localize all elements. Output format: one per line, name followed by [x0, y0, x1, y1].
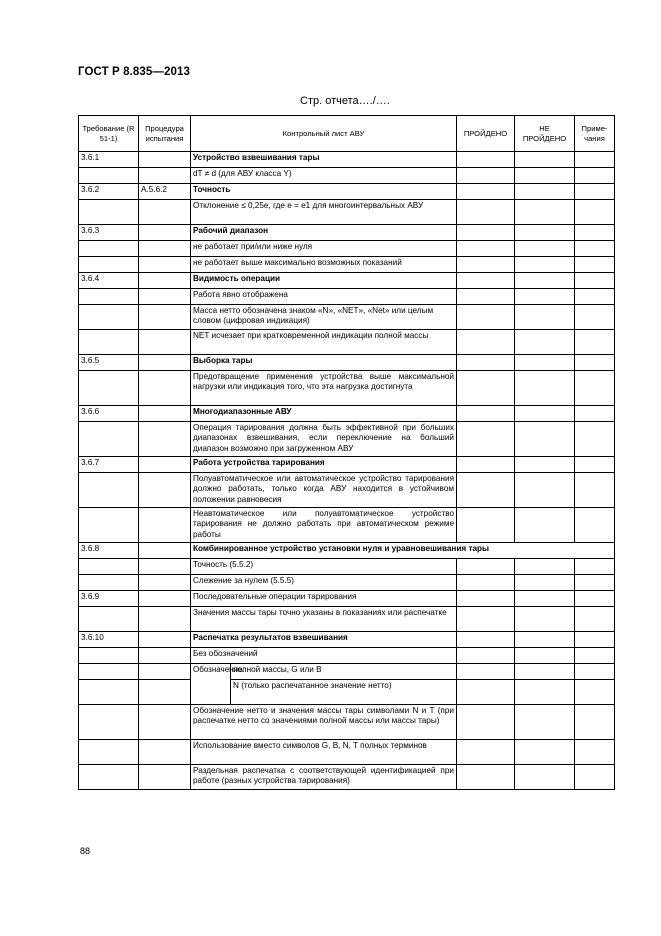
procedure-cell — [139, 257, 191, 273]
checklist-item: N (только распечатанное значение нетто) — [231, 680, 457, 705]
failed-cell[interactable] — [515, 632, 575, 648]
requirement-cell: 3.6.9 — [79, 591, 139, 607]
table-row — [79, 305, 615, 330]
passed-cell[interactable] — [457, 422, 515, 457]
passed-cell[interactable] — [457, 575, 515, 591]
procedure-cell — [139, 200, 191, 225]
passed-cell[interactable] — [457, 200, 515, 225]
checklist-item: Слежение за нулем (5.5.5) — [191, 575, 457, 591]
failed-cell[interactable] — [515, 765, 575, 790]
procedure-cell — [139, 305, 191, 330]
failed-cell[interactable] — [515, 422, 575, 457]
passed-cell[interactable] — [457, 273, 515, 289]
requirement-cell — [79, 200, 139, 225]
passed-cell[interactable] — [457, 664, 515, 680]
passed-cell[interactable] — [457, 257, 515, 273]
column-header-notes: Приме-чания — [575, 116, 615, 152]
passed-cell[interactable] — [457, 705, 515, 740]
requirement-cell — [79, 765, 139, 790]
document-title: ГОСТ Р 8.835—2013 — [78, 66, 190, 78]
failed-cell[interactable] — [515, 559, 575, 575]
passed-cell[interactable] — [457, 225, 515, 241]
requirement-cell: 3.6.7 — [79, 457, 139, 473]
section-heading: Видимость операции — [191, 273, 457, 289]
column-header-failed: НЕ ПРОЙДЕНО — [515, 116, 575, 152]
table-row — [79, 200, 615, 225]
failed-cell[interactable] — [515, 607, 575, 632]
requirement-cell — [79, 168, 139, 184]
passed-cell[interactable] — [457, 591, 515, 607]
passed-cell[interactable] — [457, 508, 515, 543]
failed-cell[interactable] — [515, 371, 575, 406]
checklist-item: полной массы, G или B — [231, 664, 457, 680]
passed-cell[interactable] — [457, 457, 515, 473]
procedure-cell — [139, 705, 191, 740]
table-row — [79, 680, 615, 705]
failed-cell[interactable] — [515, 740, 575, 765]
procedure-cell — [139, 607, 191, 632]
procedure-cell — [139, 355, 191, 371]
passed-cell[interactable] — [457, 680, 515, 705]
passed-cell[interactable] — [457, 765, 515, 790]
requirement-cell: 3.6.8 — [79, 543, 139, 559]
checklist-item: Значения массы тары точно указаны в показаниях или распечатке — [191, 607, 457, 632]
failed-cell[interactable] — [515, 406, 575, 422]
page-number: 88 — [80, 846, 91, 856]
notes-cell[interactable] — [575, 473, 615, 508]
notes-cell[interactable] — [575, 152, 615, 168]
requirement-cell: 3.6.10 — [79, 632, 139, 648]
requirement-cell — [79, 740, 139, 765]
section-heading: Рабочий диапазон — [191, 225, 457, 241]
table-row — [79, 648, 615, 664]
procedure-cell — [139, 559, 191, 575]
notes-cell[interactable] — [575, 632, 615, 648]
table-row — [79, 457, 615, 473]
notes-cell[interactable] — [575, 330, 615, 355]
passed-cell[interactable] — [457, 305, 515, 330]
checklist-item: Раздельная распечатка с соответствующей идентификацией при работе (разных устройства тарирования) — [191, 765, 457, 790]
requirement-cell — [79, 705, 139, 740]
procedure-cell — [139, 664, 191, 680]
notes-cell[interactable] — [575, 559, 615, 575]
requirement-cell — [79, 508, 139, 543]
procedure-cell — [139, 422, 191, 457]
table-row — [79, 664, 615, 680]
procedure-cell — [139, 152, 191, 168]
notes-cell[interactable] — [575, 225, 615, 241]
procedure-cell — [139, 543, 191, 559]
notes-cell[interactable] — [575, 457, 615, 473]
requirement-cell: 3.6.5 — [79, 355, 139, 371]
passed-cell[interactable] — [457, 559, 515, 575]
notes-cell[interactable] — [575, 200, 615, 225]
requirement-cell — [79, 607, 139, 632]
table-row — [79, 289, 615, 305]
checklist-item: Предотвращение применения устройства выше максимальной нагрузки или индикация того, что эта нагрузка достигнута — [191, 371, 457, 406]
passed-cell[interactable] — [457, 406, 515, 422]
failed-cell[interactable] — [515, 200, 575, 225]
notes-cell[interactable] — [575, 664, 615, 680]
requirement-cell — [79, 422, 139, 457]
failed-cell[interactable] — [515, 305, 575, 330]
section-heading: Устройство взвешивания тары — [191, 152, 457, 168]
notes-cell[interactable] — [575, 648, 615, 664]
failed-cell[interactable] — [515, 330, 575, 355]
checklist-item: не работает при/или ниже нуля — [191, 241, 457, 257]
notes-cell[interactable] — [575, 740, 615, 765]
section-heading: Выборка тары — [191, 355, 457, 371]
column-header-checklist: Контрольный лист АВУ — [191, 116, 457, 152]
checklist-item: dT ≠ d (для АВУ класса Y) — [191, 168, 457, 184]
table-row — [79, 355, 615, 371]
failed-cell[interactable] — [515, 168, 575, 184]
table-row — [79, 765, 615, 790]
notes-cell[interactable] — [575, 406, 615, 422]
passed-cell[interactable] — [457, 152, 515, 168]
table-row — [79, 559, 615, 575]
passed-cell[interactable] — [457, 740, 515, 765]
notes-cell[interactable] — [575, 680, 615, 705]
failed-cell[interactable] — [515, 241, 575, 257]
procedure-cell — [139, 225, 191, 241]
section-heading: Распечатка результатов взвешивания — [191, 632, 457, 648]
failed-cell[interactable] — [515, 508, 575, 543]
checklist-item: Обозначение нетто и значения массы тары символами N и T (при распечатке нетто со значениями полной массы или массы тары) — [191, 705, 457, 740]
requirement-cell — [79, 664, 139, 680]
passed-cell[interactable] — [457, 289, 515, 305]
procedure-cell — [139, 241, 191, 257]
table-row — [79, 740, 615, 765]
passed-cell[interactable] — [457, 330, 515, 355]
checklist-item: Отклонение ≤ 0,25e, где e = e1 для многоинтервальных АВУ — [191, 200, 457, 225]
failed-cell[interactable] — [515, 473, 575, 508]
passed-cell[interactable] — [457, 648, 515, 664]
notes-cell[interactable] — [575, 305, 615, 330]
failed-cell[interactable] — [515, 257, 575, 273]
procedure-cell — [139, 591, 191, 607]
procedure-cell — [139, 575, 191, 591]
passed-cell[interactable] — [457, 355, 515, 371]
column-header-procedure: Процедура испытания — [139, 116, 191, 152]
table-row — [79, 607, 615, 632]
failed-cell[interactable] — [515, 289, 575, 305]
procedure-cell — [139, 648, 191, 664]
table-row — [79, 152, 615, 168]
table-row — [79, 543, 615, 559]
notes-cell[interactable] — [575, 765, 615, 790]
table-row — [79, 168, 615, 184]
checklist-item: Масса нетто обозначена знаком «N», «NET», «Net» или целым словом (цифровая индикация) — [191, 305, 457, 330]
notes-cell[interactable] — [575, 591, 615, 607]
requirement-cell: 3.6.4 — [79, 273, 139, 289]
table-row — [79, 508, 615, 543]
notes-cell[interactable] — [575, 289, 615, 305]
checklist-item: Полуавтоматическое или автоматическое устройство тарирования должно работать, только когда АВУ находится в устойчивом положении равновесия — [191, 473, 457, 508]
requirement-cell — [79, 648, 139, 664]
notes-cell[interactable] — [575, 241, 615, 257]
notes-cell[interactable] — [575, 273, 615, 289]
failed-cell[interactable] — [515, 457, 575, 473]
checklist-item: Работа явно отображена — [191, 289, 457, 305]
procedure-cell — [139, 406, 191, 422]
passed-cell[interactable] — [457, 632, 515, 648]
report-page-field: Стр. отчета…./…. — [300, 95, 390, 107]
table-row — [79, 330, 615, 355]
procedure-cell: А.5.6.2 — [139, 184, 191, 200]
procedure-cell — [139, 457, 191, 473]
requirement-cell — [79, 559, 139, 575]
requirement-cell — [79, 241, 139, 257]
table-row — [79, 575, 615, 591]
failed-cell[interactable] — [515, 648, 575, 664]
requirement-cell — [79, 305, 139, 330]
passed-cell[interactable] — [457, 184, 515, 200]
procedure-cell — [139, 289, 191, 305]
passed-cell[interactable] — [457, 473, 515, 508]
requirement-cell — [79, 330, 139, 355]
notes-cell[interactable] — [575, 371, 615, 406]
requirement-cell — [79, 289, 139, 305]
table-row — [79, 632, 615, 648]
requirement-cell — [79, 575, 139, 591]
passed-cell[interactable] — [457, 168, 515, 184]
failed-cell[interactable] — [515, 575, 575, 591]
requirement-cell: 3.6.3 — [79, 225, 139, 241]
section-heading: Комбинированное устройство установки нуля и уравновешивания тары — [191, 543, 615, 559]
table-row — [79, 371, 615, 406]
checklist-item: не работает выше максимально возможных показаний — [191, 257, 457, 273]
table-row — [79, 705, 615, 740]
requirement-cell: 3.6.2 — [79, 184, 139, 200]
checklist-item: Использование вместо символов G, B, N, T полных терминов — [191, 740, 457, 765]
table-row — [79, 184, 615, 200]
procedure-cell — [139, 765, 191, 790]
procedure-cell — [139, 473, 191, 508]
section-heading: Работа устройства тарирования — [191, 457, 457, 473]
requirement-cell: 3.6.6 — [79, 406, 139, 422]
column-header-passed: ПРОЙДЕНО — [457, 116, 515, 152]
table-row — [79, 422, 615, 457]
procedure-cell — [139, 371, 191, 406]
notes-cell[interactable] — [575, 184, 615, 200]
notes-cell[interactable] — [575, 355, 615, 371]
requirement-cell — [79, 473, 139, 508]
failed-cell[interactable] — [515, 664, 575, 680]
notes-cell[interactable] — [575, 422, 615, 457]
table-row — [79, 406, 615, 422]
notes-cell[interactable] — [575, 705, 615, 740]
notes-cell[interactable] — [575, 508, 615, 543]
checklist-item: NET исчезает при кратковременной индикации полной массы — [191, 330, 457, 355]
table-row — [79, 591, 615, 607]
failed-cell[interactable] — [515, 184, 575, 200]
procedure-cell — [139, 740, 191, 765]
failed-cell[interactable] — [515, 705, 575, 740]
checklist-item: Последовательные операции тарирования — [191, 591, 457, 607]
procedure-cell — [139, 273, 191, 289]
checklist-item: Без обозначений — [191, 648, 457, 664]
passed-cell[interactable] — [457, 371, 515, 406]
table-row — [79, 225, 615, 241]
notes-cell[interactable] — [575, 575, 615, 591]
failed-cell[interactable] — [515, 273, 575, 289]
failed-cell[interactable] — [515, 591, 575, 607]
table-row — [79, 473, 615, 508]
requirement-cell — [79, 371, 139, 406]
table-row — [79, 241, 615, 257]
section-heading: Многодиапазонные АВУ — [191, 406, 457, 422]
procedure-cell — [139, 508, 191, 543]
procedure-cell — [139, 330, 191, 355]
checklist-table — [78, 115, 615, 790]
procedure-cell — [139, 168, 191, 184]
notes-cell[interactable] — [575, 168, 615, 184]
failed-cell[interactable] — [515, 355, 575, 371]
section-heading: Точность — [191, 184, 457, 200]
failed-cell[interactable] — [515, 225, 575, 241]
notes-cell[interactable] — [575, 607, 615, 632]
table-header-row — [79, 116, 615, 152]
column-header-requirement: Требование (R 51-1) — [79, 116, 139, 152]
failed-cell[interactable] — [515, 152, 575, 168]
passed-cell[interactable] — [457, 241, 515, 257]
notes-cell[interactable] — [575, 257, 615, 273]
checklist-item: Неавтоматическое или полуавтоматическое устройство тарирования не должно работать при автоматическом режиме работы — [191, 508, 457, 543]
checklist-item: Точность (5.5.2) — [191, 559, 457, 575]
failed-cell[interactable] — [515, 680, 575, 705]
procedure-cell — [139, 680, 191, 705]
requirement-cell: 3.6.1 — [79, 152, 139, 168]
checklist-item: Операция тарирования должна быть эффективной при больших диапазонах взвешивания, если переключение на больший диапазон возможно при загруженном АВУ — [191, 422, 457, 457]
requirement-cell — [79, 257, 139, 273]
table-row — [79, 273, 615, 289]
procedure-cell — [139, 632, 191, 648]
requirement-cell — [79, 680, 139, 705]
table-row — [79, 257, 615, 273]
designation-label: Обозначение: — [191, 664, 231, 705]
passed-cell[interactable] — [457, 607, 515, 632]
